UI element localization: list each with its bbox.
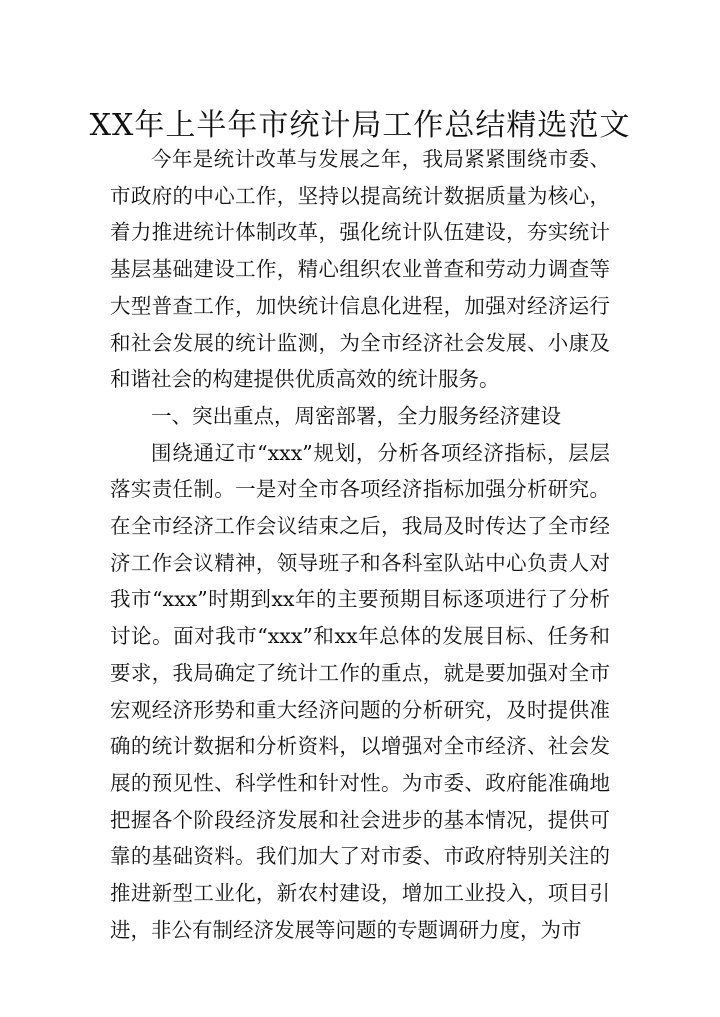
document-body (110, 141, 610, 948)
intro-paragraph: 今年是统计改革与发展之年，我局紧紧围绕市委、市政府的中心工作，坚持以提高统计数据质量为核心，着力推进统计体制改革，强化统计队伍建设，夯实统计基层基础建设工作，精心组织农业普查和劳动力调查等大型普查工作，加快统计信息化进程，加强对经济运行和社会发展的统计监测，为全市经济社会发展、小康及和谐社会的构建提供优质高效的统计服务。 (110, 147, 610, 392)
document-title: XX年上半年市统计局工作总结精选范文 (89, 108, 631, 144)
section-paragraph: 围绕通辽市“xxx”规划，分析各项经济指标，层层落实责任制。一是对全市各项经济指标加强分析研究。在全市经济工作会议结束之后，我局及时传达了全市经济工作会议精神，领导班子和各科室队站中心负责人对我市“xxx”时期到xx年的主要预期目标逐项进行了分析讨论。面对我市“xxx”和xx年总体的发展目标、任务和要求，我局确定了统计工作的重点，就是要加强对全市宏观经济形势和重大经济问题的分析研究，及时提供准确的统计数据和分析资料，以增强对全市经济、社会发展的预见性、科学性和针对性。为市委、政府能准确地把握各个阶段经济发展和社会进步的基本情况，提供可靠的基础资料。我们加大了对市委、市政府特别关注的推进新型工业化，新农村建设，增加工业投入，项目引进，非公有制经济发展等问题的专题调研力度，为市 (110, 440, 610, 942)
section-heading: 一、突出重点，周密部署，全力服务经济建设 (151, 403, 561, 428)
